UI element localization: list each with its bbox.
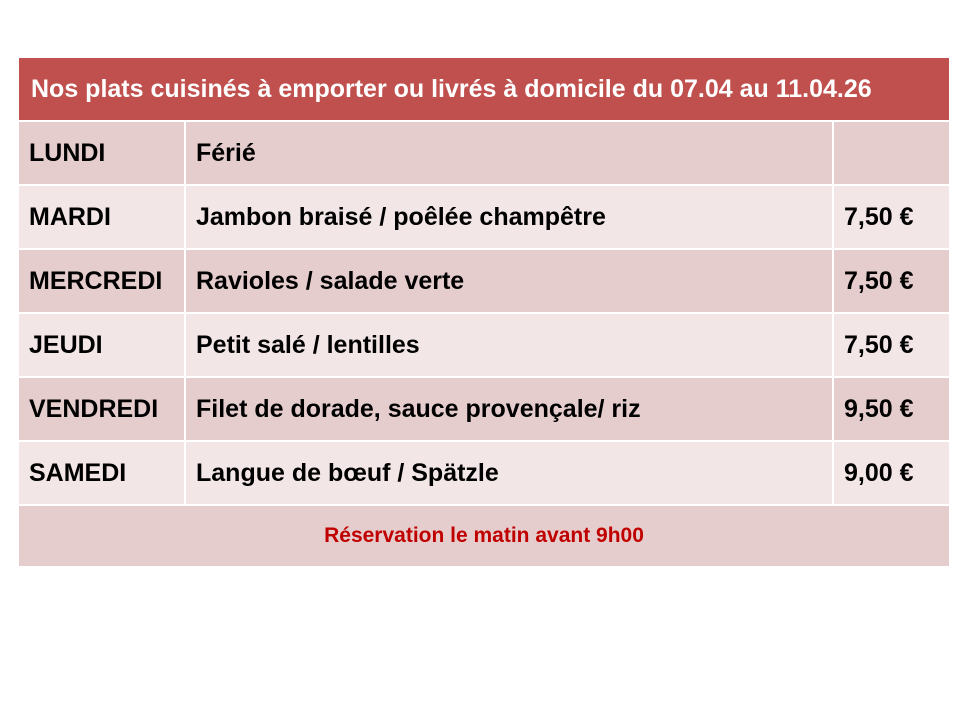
table-row [19, 377, 949, 441]
dish-cell: Ravioles / salade verte [185, 249, 833, 313]
dish-cell: Petit salé / lentilles [185, 313, 833, 377]
day-cell: LUNDI [19, 121, 185, 185]
day-cell: SAMEDI [19, 441, 185, 505]
price-cell: 7,50 € [833, 313, 949, 377]
day-cell: MERCREDI [19, 249, 185, 313]
table-row [19, 441, 949, 505]
menu-title: Nos plats cuisinés à emporter ou livrés à domicile du 07.04 au 11.04.26 [19, 58, 949, 121]
day-cell: MARDI [19, 185, 185, 249]
reservation-note: Réservation le matin avant 9h00 [19, 505, 949, 567]
menu-footer-row [19, 505, 949, 567]
price-cell: 7,50 € [833, 249, 949, 313]
price-cell [833, 121, 949, 185]
day-cell: JEUDI [19, 313, 185, 377]
dish-cell: Langue de bœuf / Spätzle [185, 441, 833, 505]
table-row [19, 121, 949, 185]
day-cell: VENDREDI [19, 377, 185, 441]
dish-cell: Jambon braisé / poêlée champêtre [185, 185, 833, 249]
menu-table [19, 58, 949, 568]
dish-cell: Férié [185, 121, 833, 185]
price-cell: 9,50 € [833, 377, 949, 441]
dish-cell: Filet de dorade, sauce provençale/ riz [185, 377, 833, 441]
table-row [19, 185, 949, 249]
menu-header-row [19, 58, 949, 121]
price-cell: 7,50 € [833, 185, 949, 249]
table-row [19, 313, 949, 377]
price-cell: 9,00 € [833, 441, 949, 505]
table-row [19, 249, 949, 313]
